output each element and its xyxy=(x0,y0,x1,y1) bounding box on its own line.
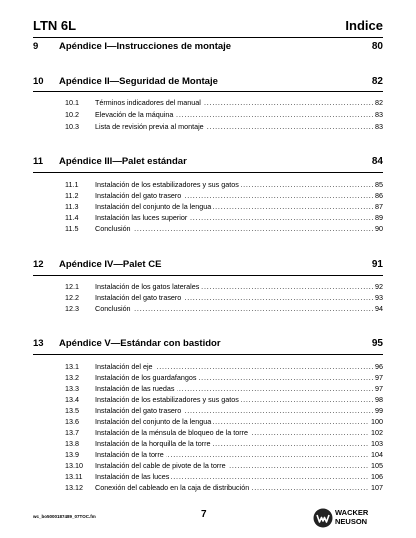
chapter-rule xyxy=(33,172,383,173)
toc-chapter[interactable] xyxy=(33,257,383,273)
toc-section[interactable] xyxy=(65,122,383,132)
section-page: 90 xyxy=(375,224,383,233)
chapter-page: 82 xyxy=(371,76,383,87)
section-page: 83 xyxy=(375,122,383,131)
section-page: 98 xyxy=(375,395,383,404)
chapter-number: 11 xyxy=(33,156,44,167)
section-page: 97 xyxy=(375,373,383,382)
chapter-title: Apéndice V—Estándar con bastidor xyxy=(59,338,221,349)
section-page: 92 xyxy=(375,282,383,291)
chapter-page: 84 xyxy=(371,156,383,167)
leader-dots xyxy=(95,304,383,314)
chapter-title: Apéndice II—Seguridad de Montaje xyxy=(59,76,218,87)
section-page: 105 xyxy=(371,461,383,470)
section-title: Términos indicadores del manual xyxy=(95,98,201,107)
chapter-rule xyxy=(33,354,383,355)
section-title: Instalación de las ruedas xyxy=(95,384,175,393)
section-page: 86 xyxy=(375,191,383,200)
manual-title: LTN 6L xyxy=(33,18,77,33)
section-title: Instalación del gato trasero xyxy=(95,406,182,415)
section-page: 106 xyxy=(371,472,383,481)
section-number: 10.2 xyxy=(65,110,79,119)
section-title: Conclusión xyxy=(95,224,131,233)
section-page: 100 xyxy=(371,417,383,426)
chapter-title: Apéndice I—Instrucciones de montaje xyxy=(59,41,232,52)
section-page: 97 xyxy=(375,384,383,393)
chapter-rule xyxy=(33,91,383,92)
section-page: 102 xyxy=(371,428,383,437)
toc-section[interactable] xyxy=(65,483,383,493)
chapter-number: 12 xyxy=(33,259,44,270)
wacker-neuson-logo xyxy=(313,506,383,530)
toc-section[interactable] xyxy=(65,461,383,471)
section-title: Instalación de la horquilla de la torre xyxy=(95,439,211,448)
toc-section[interactable] xyxy=(65,384,383,394)
toc-section[interactable] xyxy=(65,110,383,120)
section-page: 89 xyxy=(375,213,383,222)
section-page: 99 xyxy=(375,406,383,415)
logo-wordmark xyxy=(335,508,368,526)
chapter-number: 10 xyxy=(33,76,44,87)
toc-section[interactable] xyxy=(65,439,383,449)
logo-line-1: WACKER xyxy=(335,508,369,517)
section-title: Conexión del cableado en la caja de distribución xyxy=(95,483,250,492)
toc-section[interactable] xyxy=(65,293,383,303)
toc-section[interactable] xyxy=(65,406,383,416)
section-title: Instalación las luces superior xyxy=(95,213,188,222)
toc-section[interactable] xyxy=(65,417,383,427)
toc-section[interactable] xyxy=(65,224,383,234)
section-number: 10.1 xyxy=(65,98,79,107)
document-code: wc_bo5000187489_07TOC.fm xyxy=(33,514,96,519)
toc-section[interactable] xyxy=(65,304,383,314)
section-number: 13.3 xyxy=(65,384,79,393)
section-number: 13.5 xyxy=(65,406,79,415)
section-number: 10.3 xyxy=(65,122,79,131)
toc-section[interactable] xyxy=(65,98,383,108)
section-page: 104 xyxy=(371,450,383,459)
page-footer xyxy=(33,506,383,530)
toc-section[interactable] xyxy=(65,191,383,201)
toc-section[interactable] xyxy=(65,472,383,482)
section-page: 83 xyxy=(375,110,383,119)
logo-line-2: NEUSON xyxy=(335,517,368,526)
section-number: 12.2 xyxy=(65,293,79,302)
section-number: 13.9 xyxy=(65,450,79,459)
chapter-number: 9 xyxy=(33,41,39,52)
section-title: Indice xyxy=(345,18,383,33)
toc-section[interactable] xyxy=(65,395,383,405)
chapter-page: 95 xyxy=(371,338,383,349)
section-title: Instalación del conjunto de la lengua xyxy=(95,417,212,426)
section-number: 11.3 xyxy=(65,202,79,211)
section-number: 13.1 xyxy=(65,362,79,371)
section-title: Elevación de la máquina xyxy=(95,110,174,119)
toc-section[interactable] xyxy=(65,362,383,372)
section-title: Lista de revisión previa al montaje xyxy=(95,122,204,131)
section-title: Instalación de los estabilizadores y sus gatos xyxy=(95,180,239,189)
section-number: 11.4 xyxy=(65,213,79,222)
chapter-title: Apéndice IV—Palet CE xyxy=(59,259,162,270)
toc-section[interactable] xyxy=(65,180,383,190)
section-number: 11.2 xyxy=(65,191,79,200)
section-page: 107 xyxy=(371,483,383,492)
section-number: 13.8 xyxy=(65,439,79,448)
section-title: Instalación del eje xyxy=(95,362,153,371)
section-number: 12.1 xyxy=(65,282,79,291)
section-title: Instalación del gato trasero xyxy=(95,293,182,302)
section-title: Instalación de los gatos laterales xyxy=(95,282,200,291)
section-number: 13.12 xyxy=(65,483,83,492)
section-title: Instalación de los guardafangos xyxy=(95,373,197,382)
section-title: Instalación de la torre xyxy=(95,450,164,459)
section-title: Instalación del gato trasero xyxy=(95,191,182,200)
section-number: 13.11 xyxy=(65,472,83,481)
toc-section[interactable] xyxy=(65,282,383,292)
toc-chapter[interactable] xyxy=(33,39,383,55)
chapter-page: 80 xyxy=(371,41,383,52)
chapter-page: 91 xyxy=(371,259,383,270)
section-page: 82 xyxy=(375,98,383,107)
section-page: 96 xyxy=(375,362,383,371)
section-number: 12.3 xyxy=(65,304,79,313)
section-number: 13.4 xyxy=(65,395,79,404)
toc-section[interactable] xyxy=(65,428,383,438)
section-page: 94 xyxy=(375,304,383,313)
toc-section[interactable] xyxy=(65,450,383,460)
section-number: 13.10 xyxy=(65,461,83,470)
page-number: 7 xyxy=(201,509,207,520)
section-page: 87 xyxy=(375,202,383,211)
toc-chapter[interactable] xyxy=(33,336,383,352)
section-number: 13.7 xyxy=(65,428,79,437)
section-number: 11.5 xyxy=(65,224,79,233)
section-number: 13.6 xyxy=(65,417,79,426)
wacker-neuson-logo-icon xyxy=(313,508,333,528)
section-page: 93 xyxy=(375,293,383,302)
chapter-title: Apéndice III—Palet estándar xyxy=(59,156,187,167)
leader-dots xyxy=(95,224,383,234)
section-title: Instalación del conjunto de la lengua xyxy=(95,202,212,211)
section-title: Instalación de la ménsula de bloqueo de la torre xyxy=(95,428,249,437)
section-number: 11.1 xyxy=(65,180,79,189)
chapter-rule xyxy=(33,275,383,276)
section-page: 85 xyxy=(375,180,383,189)
section-title: Instalación del cable de pivote de la torre xyxy=(95,461,226,470)
section-number: 13.2 xyxy=(65,373,79,382)
toc-section[interactable] xyxy=(65,373,383,383)
section-title: Conclusión xyxy=(95,304,131,313)
toc-section[interactable] xyxy=(65,202,383,212)
section-page: 103 xyxy=(371,439,383,448)
chapter-number: 13 xyxy=(33,338,44,349)
header-rule xyxy=(33,37,383,38)
page-header xyxy=(33,18,383,38)
toc-chapter[interactable] xyxy=(33,154,383,170)
section-title: Instalación de las luces xyxy=(95,472,170,481)
section-title: Instalación de los estabilizadores y sus gatos xyxy=(95,395,239,404)
toc-section[interactable] xyxy=(65,213,383,223)
toc-chapter[interactable] xyxy=(33,74,383,90)
